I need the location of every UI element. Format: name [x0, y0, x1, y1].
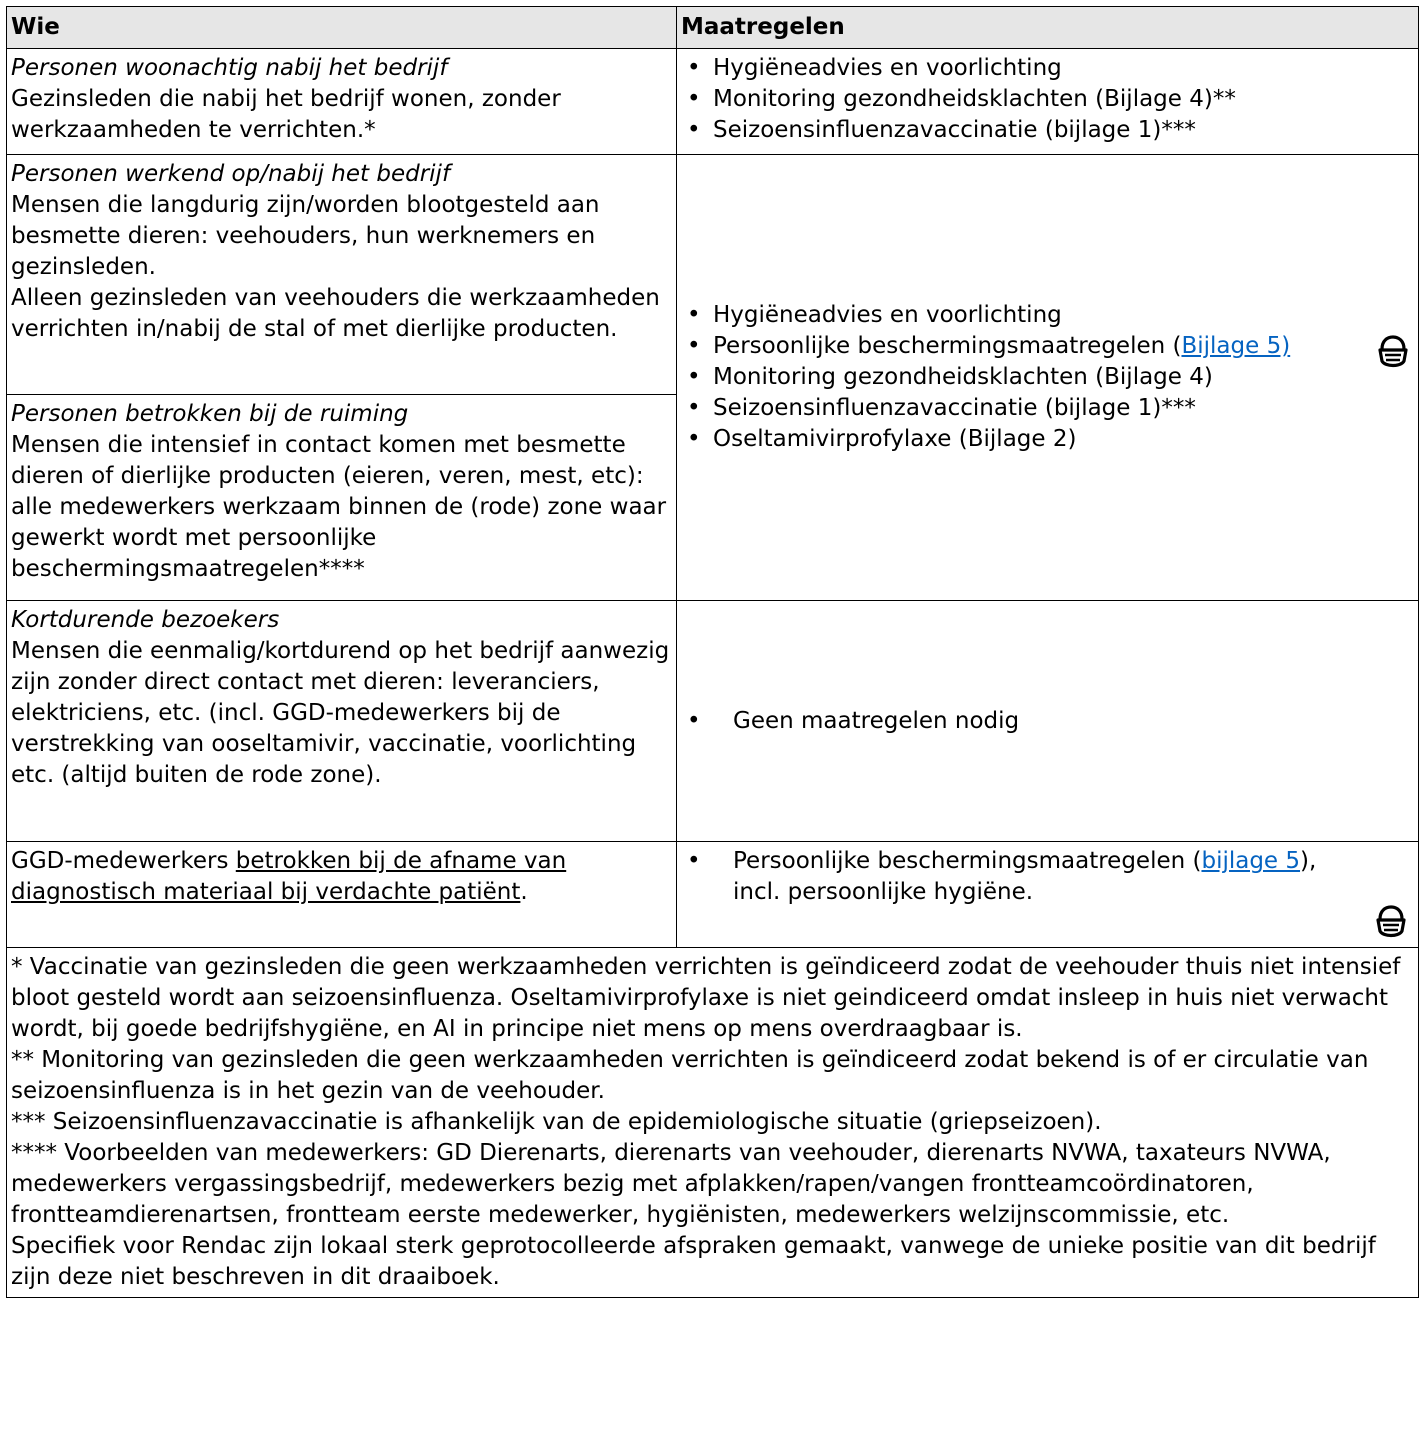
list-item: • Geen maatregelen nodig — [681, 706, 1414, 737]
measures-list — [681, 300, 1291, 455]
footnote: **** Voorbeelden van medewerkers: GD Dierenarts, dierenarts van veehouder, dierenarts NVWA, taxateurs NVWA, medewerkers vergassingsbedrijf, medewerkers bezig met afplakken/rapen/vangen frontteamcoördinatoren, frontteamdierenartsen, frontteam eerste medewerker, hygiënisten, medewerkers welzijnscommissie, etc. — [11, 1140, 1331, 1228]
group-description-extra: Alleen gezinsleden van veehouders die werkzaamheden verrichten in/nabij de stal of met dierlijke producten. — [11, 285, 660, 342]
annex-5-link[interactable]: bijlage 5 — [1201, 848, 1301, 874]
header-who: Wie — [7, 7, 677, 49]
list-item: • Oseltamivirprofylaxe (Bijlage 2) — [681, 424, 1291, 455]
measure-text: Persoonlijke beschermingsmaatregelen ( — [713, 333, 1182, 359]
table-row — [7, 842, 1419, 948]
footnotes-row — [7, 948, 1419, 1298]
who-cell — [7, 601, 677, 842]
list-item: • Hygiëneadvies en voorlichting — [681, 300, 1291, 331]
face-mask-icon — [1375, 334, 1411, 370]
list-item — [681, 331, 1291, 362]
list-item: • Seizoensinfluenzavaccinatie (bijlage 1)*** — [681, 115, 1414, 146]
table-row — [7, 601, 1419, 842]
measure-text-rest: ), incl. persoonlijke hygiëne. — [733, 848, 1317, 905]
footnote: Specifiek voor Rendac zijn lokaal sterk geprotocolleerde afspraken gemaakt, vanwege de unieke positie van dit bedrijf zijn deze niet beschreven in dit draaiboek. — [11, 1233, 1376, 1290]
list-item — [681, 846, 1361, 908]
group-description: Gezinsleden die nabij het bedrijf wonen, zonder werkzaamheden te verrichten.* — [11, 86, 561, 143]
measures-list — [681, 846, 1361, 908]
group-title: Personen werkend op/nabij het bedrijf — [11, 161, 451, 187]
who-cell — [7, 155, 677, 395]
who-cell — [7, 49, 677, 155]
table-header-row — [7, 7, 1419, 49]
table-row — [7, 49, 1419, 155]
measures-list — [681, 53, 1414, 146]
group-description-suffix: . — [520, 879, 528, 905]
measure-text: Persoonlijke beschermingsmaatregelen ( — [733, 848, 1202, 874]
list-item: • Monitoring gezondheidsklachten (Bijlage 4) — [681, 362, 1291, 393]
measures-cell — [677, 842, 1419, 948]
list-item: • Seizoensinfluenzavaccinatie (bijlage 1)*** — [681, 393, 1291, 424]
group-description: Mensen die intensief in contact komen met besmette dieren of dierlijke producten (eieren, veren, mest, etc): alle medewerkers werkzaam binnen de (rode) zone waar gewerkt wordt met persoonlijke beschermingsmaatregelen**** — [11, 432, 667, 582]
group-description-prefix: GGD-medewerkers — [11, 848, 236, 874]
footnote: ** Monitoring van gezinsleden die geen werkzaamheden verrichten is geïndiceerd zodat bekend is of er circulatie van seizoensinfluenza is in het gezin van de veehouder. — [11, 1047, 1369, 1104]
list-item: • Hygiëneadvies en voorlichting — [681, 53, 1414, 84]
group-description: Mensen die langdurig zijn/worden blootgesteld aan besmette dieren: veehouders, hun werknemers en gezinsleden. — [11, 192, 600, 280]
measures-table — [6, 6, 1419, 1298]
group-title: Personen woonachtig nabij het bedrijf — [11, 55, 448, 81]
who-cell — [7, 842, 677, 948]
footnote: *** Seizoensinfluenzavaccinatie is afhankelijk van de epidemiologische situatie (griepseizoen). — [11, 1109, 1102, 1135]
measures-cell — [677, 49, 1419, 155]
group-description-underlined: betrokken bij de afname van diagnostisch materiaal bij verdachte patiënt — [11, 848, 567, 905]
table-row — [7, 155, 1419, 395]
annex-5-link[interactable]: Bijlage 5) — [1181, 333, 1291, 359]
face-mask-icon — [1373, 904, 1409, 940]
group-title: Kortdurende bezoekers — [11, 607, 280, 633]
who-cell — [7, 395, 677, 601]
group-description: Mensen die eenmalig/kortdurend op het bedrijf aanwezig zijn zonder direct contact met dieren: leveranciers, elektriciens, etc. (incl. GGD-medewerkers bij de verstrekking van ooseltamivir, vaccinatie, voorlichting etc. (altijd buiten de rode zone). — [11, 638, 670, 788]
list-item: • Monitoring gezondheidsklachten (Bijlage 4)** — [681, 84, 1414, 115]
footnote: * Vaccinatie van gezinsleden die geen werkzaamheden verrichten is geïndiceerd zodat de veehouder thuis niet intensief bloot gesteld wordt aan seizoensinfluenza. Oseltamivirprofylaxe is niet geindiceerd omdat insleep in huis niet verwacht wordt, bij goede bedrijfshygiëne, en AI in principe niet mens op mens overdraagbaar is. — [11, 954, 1401, 1042]
header-measures: Maatregelen — [677, 7, 1419, 49]
measures-list — [681, 706, 1414, 737]
group-title: Personen betrokken bij de ruiming — [11, 401, 409, 427]
measures-cell-shared — [677, 155, 1419, 601]
measures-cell — [677, 601, 1419, 842]
footnotes-cell — [7, 948, 1419, 1298]
